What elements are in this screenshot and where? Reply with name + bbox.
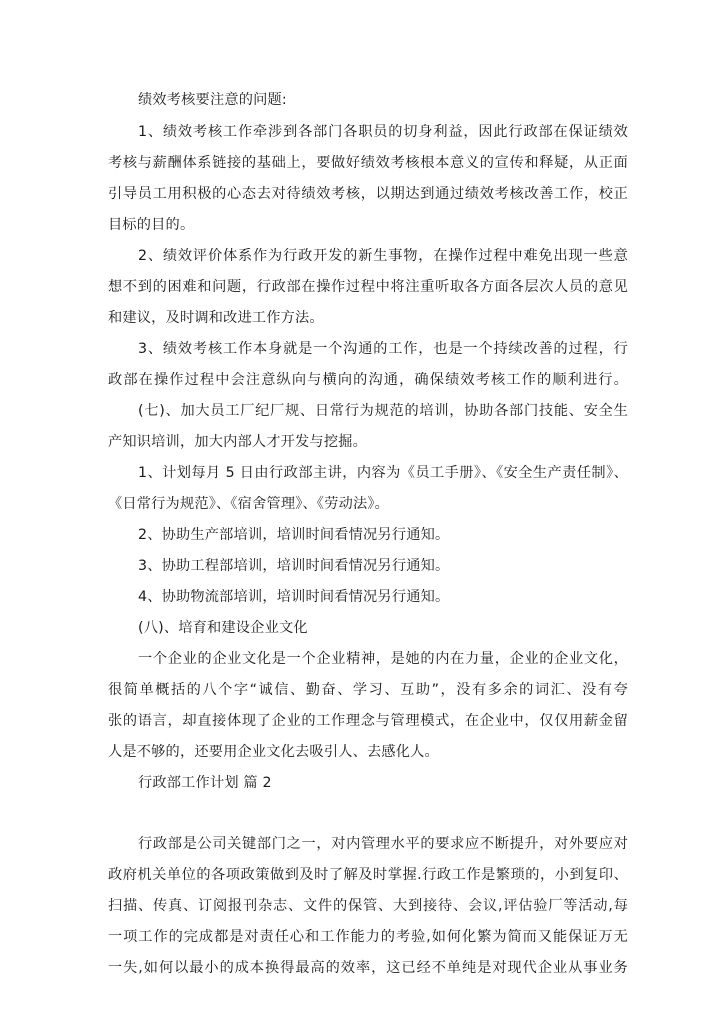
paragraph-line: 3、绩效考核工作本身就是一个沟通的工作，也是一个持续改善的过程，行 xyxy=(138,341,628,357)
paragraph-line: 目标的目的。 xyxy=(108,217,195,233)
paragraph-line: 1、计划每月 5 日由行政部主讲，内容为《员工手册》、《安全生产责任制》、 xyxy=(138,465,628,481)
paragraph-line: 想不到的困难和问题，行政部在操作过程中将注重听取各方面各层次人员的意见 xyxy=(108,279,628,295)
paragraph-line: 和建议，及时调和改进工作方法。 xyxy=(108,310,324,326)
paragraph-line: 政部在操作过程中会注意纵向与横向的沟通，确保绩效考核工作的顺利进行。 xyxy=(108,372,628,388)
paragraph-line: 3、协助工程部培训，培训时间看情况另行通知。 xyxy=(138,558,450,574)
paragraph-line: 2、绩效评价体系作为行政开发的新生事物，在操作过程中难免出现一些意 xyxy=(138,248,628,264)
article-title: 行政部工作计划 篇 2 xyxy=(138,775,272,791)
paragraph-line: (七)、加大员工厂纪厂规、日常行为规范的培训，协助各部门技能、安全生 xyxy=(138,403,628,419)
paragraph-line: 政府机关单位的各项政策做到及时了解及时掌握.行政工作是繁琐的，小到复印、 xyxy=(108,867,628,883)
paragraph-line: 考核与薪酬体系链接的基础上，要做好绩效考核根本意义的宣传和释疑，从正面 xyxy=(108,155,628,171)
paragraph-line: 行政部是公司关键部门之一，对内管理水平的要求应不断提升，对外要应对 xyxy=(138,836,628,852)
paragraph-line: 2、协助生产部培训，培训时间看情况另行通知。 xyxy=(138,527,450,543)
paragraph-line: 一个企业的企业文化是一个企业精神，是她的内在力量，企业的企业文化， xyxy=(138,651,628,667)
paragraph-line: 张的语言，却直接体现了企业的工作理念与管理模式，在企业中，仅仅用薪金留 xyxy=(108,713,628,729)
paragraph-line: 一项工作的完成都是对责任心和工作能力的考验,如何化繁为简而又能保证万无 xyxy=(108,929,628,945)
paragraph-line: 很简单概括的八个字“诚信、勤奋、学习、互助”，没有多余的词汇、没有夸 xyxy=(108,682,628,698)
paragraph-line: 扫描、传真、订阅报刊杂志、文件的保管、大到接待、会议,评估验厂等活动,每 xyxy=(108,898,628,914)
paragraph-line: 人是不够的，还要用企业文化去吸引人、去感化人。 xyxy=(108,744,439,760)
paragraph-line: 一失,如何以最小的成本换得最高的效率，这已经不单纯是对现代企业从事业务 xyxy=(108,960,628,976)
paragraph-line: 引导员工用积极的心态去对待绩效考核，以期达到通过绩效考核改善工作，校正 xyxy=(108,186,628,202)
paragraph-line: 产知识培训，加大内部人才开发与挖掘。 xyxy=(108,434,367,450)
section-heading: 绩效考核要注意的问题: xyxy=(138,92,287,108)
paragraph-line: 《日常行为规范》、《宿舍管理》、《劳动法》。 xyxy=(108,496,390,512)
paragraph-line: 4、协助物流部培训，培训时间看情况另行通知。 xyxy=(138,589,450,605)
paragraph-line: 1、绩效考核工作牵涉到各部门各职员的切身利益，因此行政部在保证绩效 xyxy=(138,124,628,140)
section-heading: (八)、培育和建设企业文化 xyxy=(138,620,308,636)
